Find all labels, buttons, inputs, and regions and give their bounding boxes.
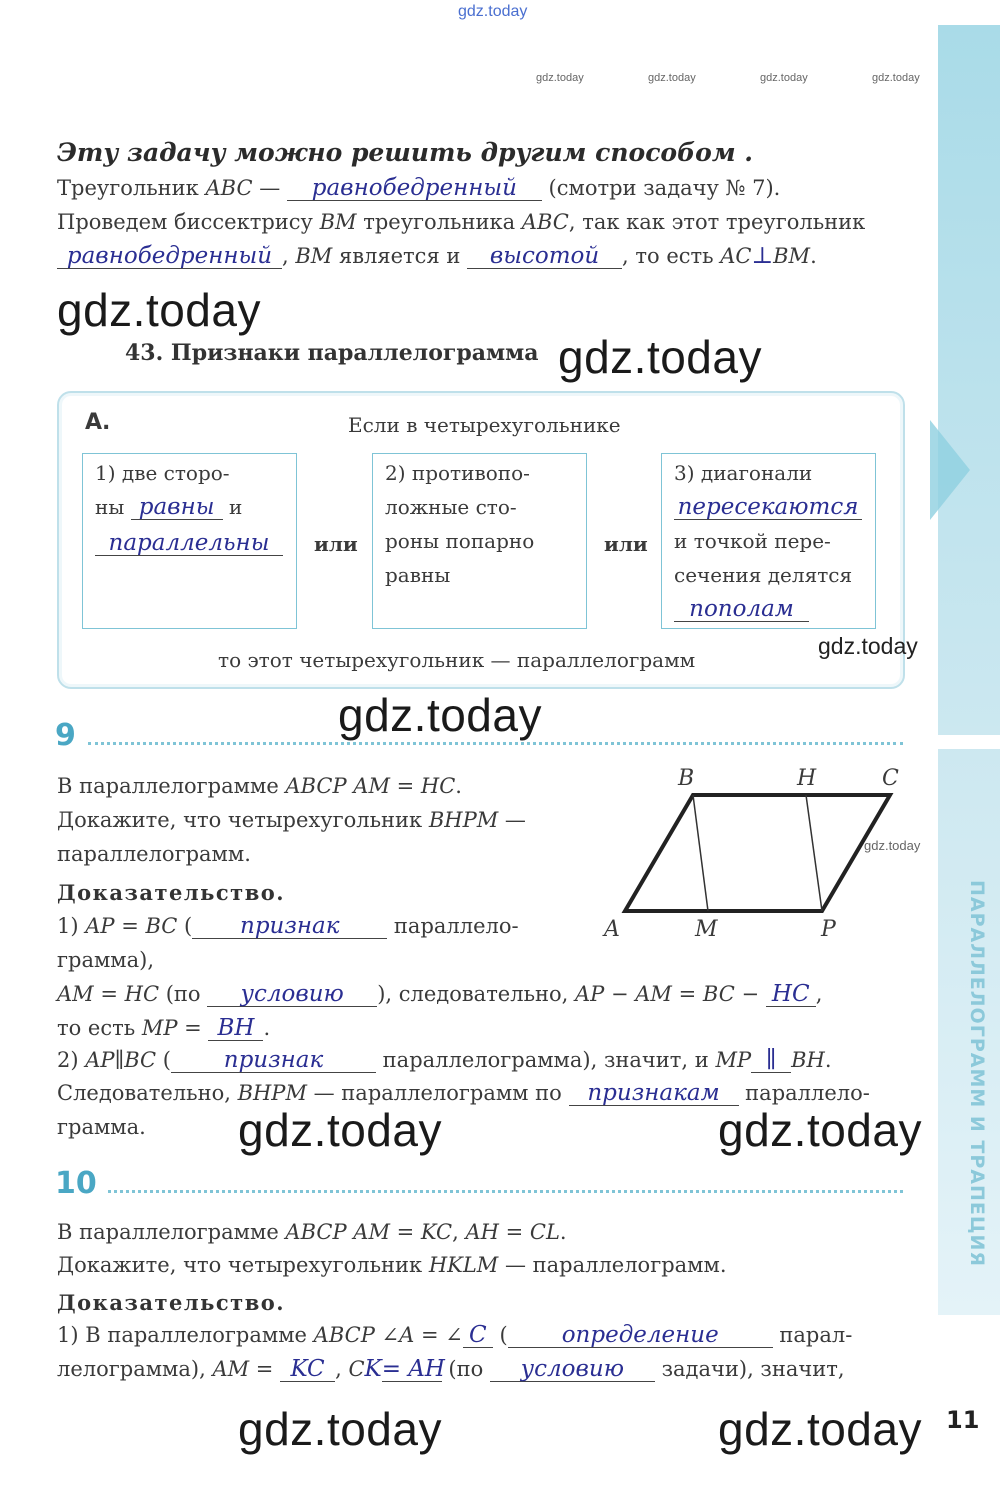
vertex-label: B — [678, 766, 695, 791]
sidebar-notch — [938, 735, 1000, 749]
filled-answer: равны — [131, 496, 223, 520]
task9-proof-line-2: грамма), — [57, 948, 155, 972]
filled-answer: пересекаются — [674, 496, 862, 520]
box-header: Если в четырехугольнике — [348, 413, 621, 437]
filled-answer: HC — [766, 983, 816, 1007]
filled-answer: определение — [508, 1324, 773, 1348]
task10-proof-line-1: 1) В параллелограмме ABCP ∠A = ∠ C ( определение парал- — [57, 1322, 853, 1348]
filled-answer: параллельны — [95, 532, 283, 556]
dotted-rule — [88, 742, 903, 745]
intro-line-1: Треугольник ABC — равнобедренный (смотри задачу № 7). — [57, 175, 781, 201]
watermark-small: gdz.today — [536, 72, 584, 84]
filled-answer: условию — [207, 983, 377, 1007]
parallelogram-figure — [595, 765, 915, 950]
watermark-big: gdz.today — [238, 1403, 442, 1455]
watermark-small: gdz.today — [648, 72, 696, 84]
dotted-rule — [108, 1190, 903, 1193]
vertex-label: P — [821, 917, 836, 942]
task9-proof-line-1: 1) AP = BC ( признак параллело- — [57, 913, 519, 939]
task9-proof-line-5: 2) AP∥BC ( признак параллелограмма), значит, и MP ∥ BH. — [57, 1047, 832, 1073]
filled-answer: BH — [208, 1017, 263, 1041]
filled-answer: C — [463, 1324, 493, 1348]
watermark-big: gdz.today — [718, 1104, 922, 1156]
filled-answer: признак — [171, 1049, 376, 1073]
watermark-big: gdz.today — [57, 284, 261, 336]
section-title: 43. Признаки параллелограмма — [125, 340, 539, 366]
filled-answer: равнобедренный — [287, 177, 542, 201]
intro-line-3: равнобедренный , BM является и высотой , то есть AC⊥BM. — [57, 243, 817, 269]
watermark-big: gdz.today — [238, 1104, 442, 1156]
page-number: 11 — [946, 1406, 980, 1434]
watermark-small: gdz.today — [760, 72, 808, 84]
intro-line-2: Проведем биссектрису BM треугольника ABC, так как этот треугольник — [57, 210, 866, 234]
segment-BM — [693, 795, 708, 911]
proof-heading: Доказательство. — [57, 880, 286, 905]
filled-answer: признак — [192, 915, 387, 939]
handwritten-heading: Эту задачу можно решить другим способом . — [57, 138, 754, 167]
criterion-2: 2) противопо- ложные сто- роны попарно равны — [372, 453, 587, 629]
filled-answer: условию — [490, 1358, 655, 1382]
filled-answer: KC — [280, 1358, 335, 1382]
task-number: 9 — [55, 718, 76, 753]
watermark-top: gdz.today — [458, 3, 528, 20]
task9-proof-line-7: грамма. — [57, 1115, 146, 1139]
watermark-big: gdz.today — [718, 1403, 922, 1455]
vertex-label: C — [882, 766, 899, 791]
task10-statement-1: В параллелограмме ABCP AM = KC, AH = CL. — [57, 1220, 567, 1244]
task9-proof-line-4: то есть MP = BH . — [57, 1015, 271, 1041]
task10-statement-2: Докажите, что четырехугольник HKLM — параллелограмм. — [57, 1253, 727, 1277]
filled-answer: высотой — [467, 245, 622, 269]
or-label: или — [314, 532, 358, 556]
segment-HP — [806, 795, 822, 911]
task9-statement-1: В параллелограмме ABCP AM = HC. — [57, 774, 462, 798]
proof-heading: Доказательство. — [57, 1290, 286, 1315]
sidebar-arrow-icon — [930, 420, 975, 520]
task10-proof-line-2: лелограмма), AM = KC , CK= AH (по условию задачи), значит, — [57, 1356, 845, 1382]
filled-answer: равнобедренный — [57, 245, 282, 269]
watermark-big: gdz.today — [558, 331, 762, 383]
task-number: 10 — [55, 1166, 97, 1201]
filled-answer: = AH — [381, 1356, 445, 1382]
vertex-label: H — [797, 766, 817, 791]
watermark-small: gdz.today — [872, 72, 920, 84]
task9-statement-2: Докажите, что четырехугольник BHPM — — [57, 808, 526, 832]
criterion-3: 3) диагонали пересекаются и точкой пере- сечения делятся пополам — [661, 453, 876, 629]
box-footer: то этот четырехугольник — параллелограмм — [218, 648, 696, 672]
task9-statement-3: параллелограмм. — [57, 842, 251, 866]
task9-proof-line-6: Следовательно, BHPM — параллелограмм по признакам параллело- — [57, 1080, 870, 1106]
box-label: А. — [85, 410, 111, 435]
task9-proof-line-3: AM = HC (по условию ), следовательно, AP − AM = BC − HC , — [57, 981, 823, 1007]
watermark-medium: gdz.today — [818, 633, 918, 659]
watermark-big: gdz.today — [338, 689, 542, 741]
vertex-label: A — [604, 917, 620, 942]
chapter-title: ПАРАЛЛЕЛОГРАММ И ТРАПЕЦИЯ — [966, 880, 988, 1268]
filled-answer: пополам — [674, 598, 809, 622]
or-label: или — [604, 532, 648, 556]
parallelogram-outline — [625, 795, 890, 911]
filled-answer: признакам — [569, 1082, 739, 1106]
filled-answer: ∥ — [751, 1049, 791, 1073]
vertex-label: M — [695, 917, 718, 942]
watermark-small: gdz.today — [864, 838, 921, 853]
criterion-1: 1) две сторо- ны равны и параллельны — [82, 453, 297, 629]
